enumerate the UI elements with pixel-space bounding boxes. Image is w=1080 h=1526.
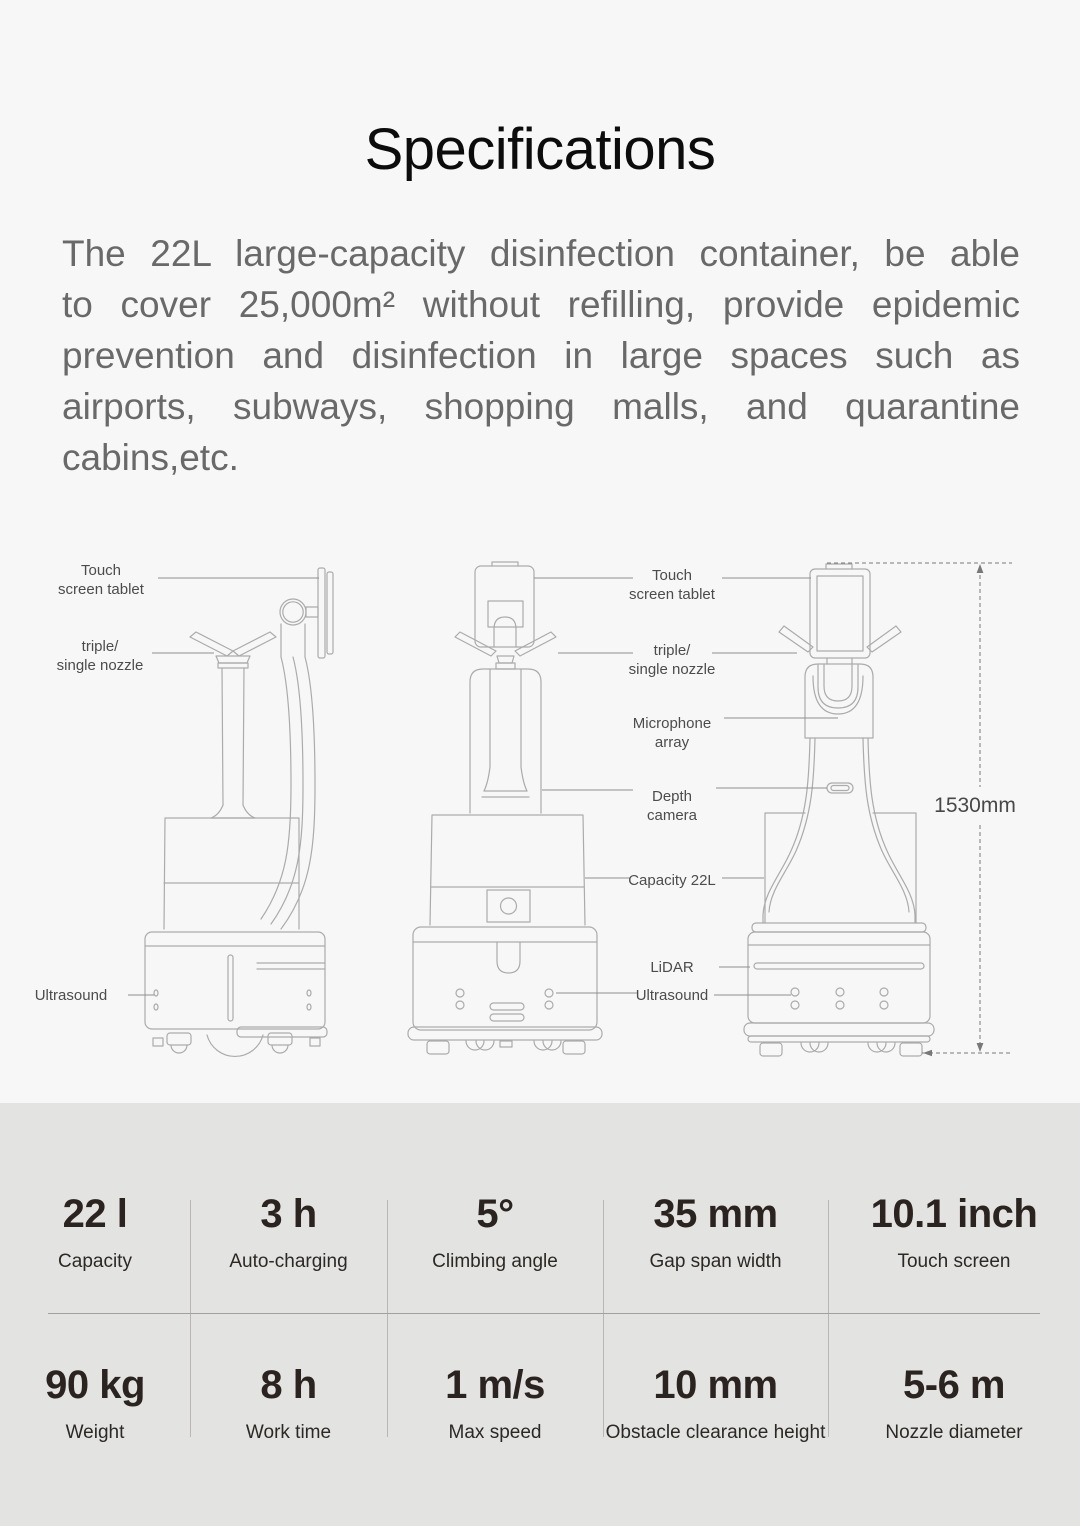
label-touch-screen-tablet-side: Touch screen tablet — [58, 562, 144, 598]
spec-cell-weight — [0, 1364, 190, 1445]
label-microphone-array: Microphone array — [632, 715, 712, 751]
robot-front-view — [408, 562, 602, 1054]
spec-value: 90 kg — [45, 1363, 145, 1407]
robot-side-view — [145, 568, 333, 1056]
intro-line: airports, subways, shopping malls, and quarantine — [62, 386, 1020, 427]
height-dimension-label: 1530mm — [934, 794, 1016, 817]
spec-cell-obstacle-clearance — [603, 1364, 828, 1445]
label-lidar: LiDAR — [650, 959, 694, 976]
spec-cell-nozzle-diameter — [828, 1364, 1080, 1445]
label-touch-screen-tablet: Touch screen tablet — [629, 567, 715, 603]
spec-label: Obstacle clearance height — [605, 1422, 826, 1443]
spec-cell-work-time — [190, 1364, 387, 1445]
intro-line: The 22L large-capacity disinfection container, be able — [62, 233, 1020, 274]
robot-diagrams — [0, 555, 1080, 1067]
spec-label: Touch screen — [897, 1251, 1011, 1272]
spec-value: 3 h — [260, 1192, 317, 1236]
spec-row-1 — [0, 1193, 1080, 1274]
spec-label: Weight — [65, 1422, 125, 1443]
intro-line: to cover 25,000m² without refilling, provide epidemic — [62, 284, 1020, 325]
spec-cell-capacity — [0, 1193, 190, 1274]
spec-value: 22 l — [62, 1192, 128, 1236]
spec-label: Auto-charging — [229, 1251, 348, 1272]
column-divider — [387, 1313, 388, 1437]
page-title: Specifications — [364, 117, 716, 182]
spec-label: Work time — [245, 1422, 332, 1443]
spec-cell-gap-span-width — [603, 1193, 828, 1274]
spec-label: Climbing angle — [432, 1251, 558, 1272]
spec-value: 1 m/s — [445, 1363, 545, 1407]
spec-panel — [0, 1103, 1080, 1526]
spec-cell-touch-screen — [828, 1193, 1080, 1274]
spec-value: 10 mm — [653, 1363, 778, 1407]
column-divider — [603, 1200, 604, 1313]
label-depth-camera: Depth camera — [646, 788, 698, 824]
intro-line: cabins,etc. — [62, 437, 239, 478]
label-ultrasound: Ultrasound — [635, 987, 709, 1004]
label-ultrasound-side: Ultrasound — [34, 987, 108, 1004]
spec-label: Max speed — [448, 1422, 542, 1443]
robot-diagram-drawing — [0, 555, 1080, 1067]
column-divider — [387, 1200, 388, 1313]
spec-cell-climbing-angle — [387, 1193, 603, 1274]
spec-row-2 — [0, 1364, 1080, 1445]
spec-value: 35 mm — [653, 1192, 778, 1236]
intro-line: prevention and disinfection in large spaces such as — [62, 335, 1020, 376]
spec-label: Nozzle diameter — [885, 1422, 1023, 1443]
row-divider — [48, 1313, 1040, 1314]
spec-value: 5° — [476, 1192, 514, 1236]
column-divider — [190, 1313, 191, 1437]
spec-value: 10.1 inch — [870, 1192, 1038, 1236]
spec-label: Capacity — [58, 1251, 132, 1272]
spec-label: Gap span width — [649, 1251, 782, 1272]
spec-value: 5-6 m — [903, 1363, 1005, 1407]
column-divider — [828, 1200, 829, 1313]
spec-cell-max-speed — [387, 1364, 603, 1445]
intro-paragraph — [62, 228, 1020, 483]
column-divider — [603, 1313, 604, 1437]
label-nozzle-side: triple/ single nozzle — [56, 638, 144, 674]
column-divider — [828, 1313, 829, 1437]
column-divider — [190, 1200, 191, 1313]
spec-value: 8 h — [260, 1363, 317, 1407]
label-nozzle: triple/ single nozzle — [628, 642, 716, 678]
robot-back-view — [744, 564, 934, 1056]
label-capacity: Capacity 22L — [628, 872, 716, 889]
spec-cell-auto-charging — [190, 1193, 387, 1274]
